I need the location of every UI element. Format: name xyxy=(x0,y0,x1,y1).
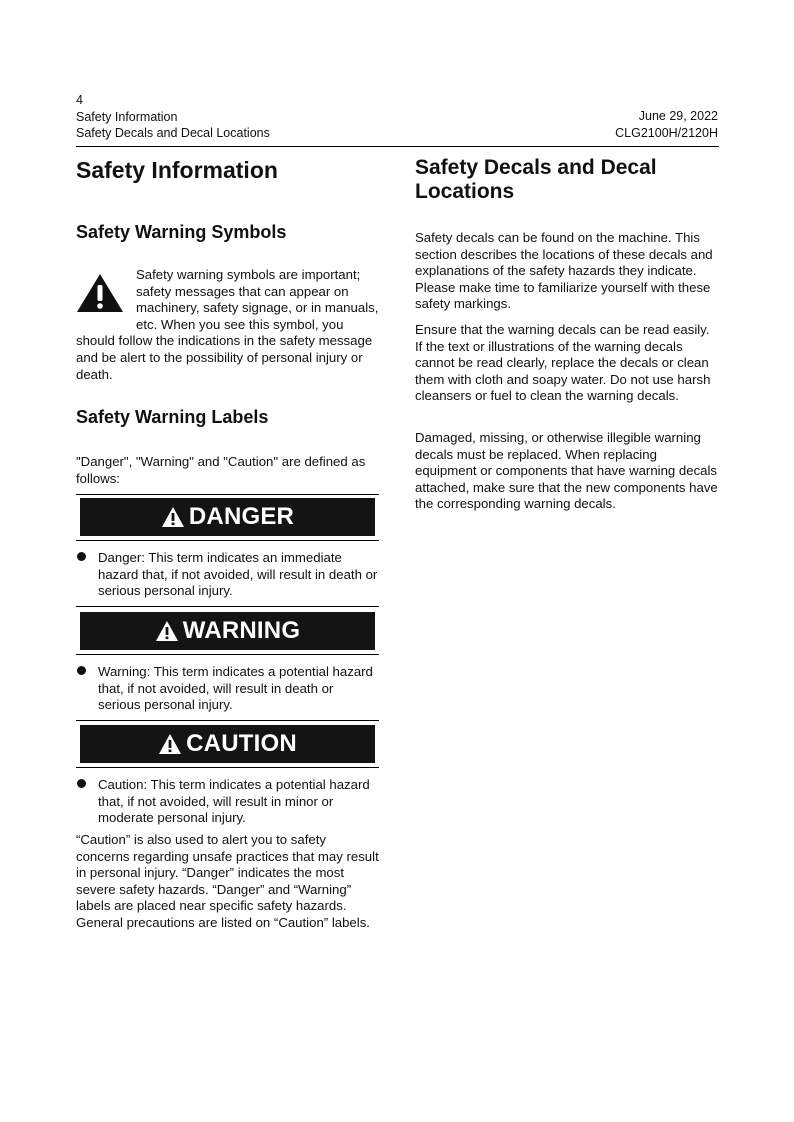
divider xyxy=(76,654,379,655)
header-date: June 29, 2022 xyxy=(638,109,718,123)
alert-triangle-icon xyxy=(158,733,182,755)
page-header-right xyxy=(615,108,718,141)
decals-paragraph-2: Ensure that the warning decals can be read easily. If the text or illustrations of the warning decals cannot be read clearly, replace the decals or clean them with cloth and soapy water. Do not use harsh cleansers or fuel to clean the warning decals. xyxy=(415,322,711,404)
symbols-block xyxy=(76,267,379,383)
danger-label: DANGER xyxy=(188,503,295,530)
bullet-icon xyxy=(77,779,86,788)
warning-text: Warning: This term indicates a potential hazard that, if not avoided, will result in death or serious personal injury. xyxy=(98,664,373,713)
alert-triangle-icon xyxy=(161,506,185,528)
warning-label: WARNING xyxy=(182,617,301,644)
danger-definition xyxy=(76,550,379,600)
caution-text: Caution: This term indicates a potential hazard that, if not avoided, will result in minor or moderate personal injury. xyxy=(98,777,370,826)
alert-triangle-icon xyxy=(155,620,179,642)
danger-text: Danger: This term indicates an immediate hazard that, if not avoided, will result in death or serious personal injury. xyxy=(98,550,378,599)
header-section: Safety Information xyxy=(76,109,178,124)
divider xyxy=(76,494,379,495)
bullet-icon xyxy=(77,552,86,561)
warning-banner xyxy=(80,612,375,650)
decals-title: Safety Decals and Decal Locations xyxy=(415,156,657,203)
section-title: Safety Information xyxy=(76,157,278,183)
divider xyxy=(76,540,379,541)
labels-heading: Safety Warning Labels xyxy=(76,407,269,427)
caution-banner xyxy=(80,725,375,763)
labels-intro: "Danger", "Warning" and "Caution" are defined as follows: xyxy=(76,454,366,486)
caution-paragraph: “Caution” is also used to alert you to safety concerns regarding unsafe practices that may result in personal injury. “Danger” indicates the most severe safety hazards. “Danger” and “Warning” labels are placed near specific safety hazards. General precautions are listed on “Caution” labels. xyxy=(76,832,379,930)
header-model: CLG2100H/2120H xyxy=(615,125,718,140)
bullet-icon xyxy=(77,666,86,675)
page-number: 4 xyxy=(76,93,83,107)
warning-definition xyxy=(76,664,379,714)
decals-paragraph-3: Damaged, missing, or otherwise illegible warning decals must be replaced. When replacing equipment or components that have warning decals attached, make sure that the new components have the corresponding warning decals. xyxy=(415,430,718,512)
symbols-text: Safety warning symbols are important; safety messages that can appear on machinery, safety signage, or in manuals, etc. When you see this symbol, you should follow the indications in the safety message and be alert to the possibility of personal injury or death. xyxy=(76,267,379,382)
header-divider xyxy=(76,146,719,147)
warning-triangle-icon xyxy=(76,273,124,313)
decals-paragraph-1: Safety decals can be found on the machine. This section describes the locations of these decals and explanations of the safety hazards they indicate. Please make time to familiarize yourself with these safety markings. xyxy=(415,230,713,312)
divider xyxy=(76,767,379,768)
caution-label: CAUTION xyxy=(186,730,297,757)
danger-banner xyxy=(80,498,375,536)
divider xyxy=(76,720,379,721)
page-header-left xyxy=(76,92,270,142)
symbols-heading: Safety Warning Symbols xyxy=(76,222,287,242)
header-subsection: Safety Decals and Decal Locations xyxy=(76,126,270,140)
caution-definition xyxy=(76,777,379,827)
divider xyxy=(76,606,379,607)
